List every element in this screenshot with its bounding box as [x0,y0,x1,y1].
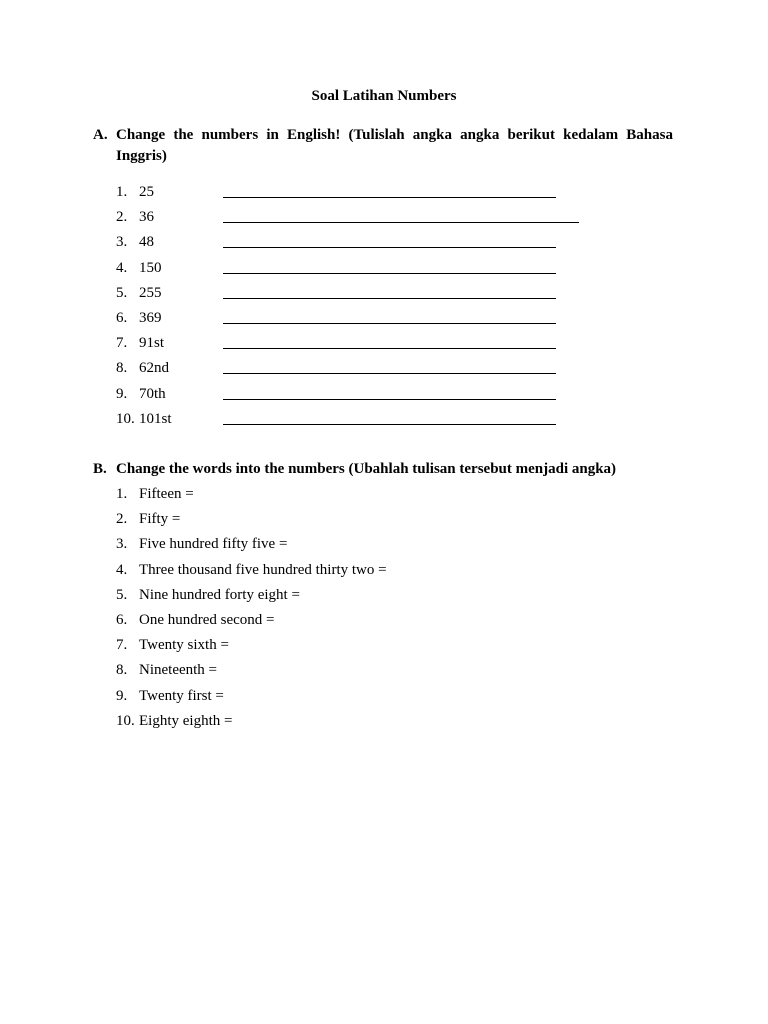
item-number: 4. [116,259,128,276]
answer-line [223,373,556,374]
answer-line [223,348,556,349]
list-item [116,585,616,610]
item-value: 255 [139,284,162,301]
item-number: 3. [116,234,128,251]
item-number: 5. [116,284,128,301]
item-value: Twenty sixth = [139,637,229,654]
item-number: 9. [116,385,128,402]
section-b-list [116,484,616,736]
section-a-instruction: Change the numbers in English! (Tulislah angka angka berikut kedalam Bahasa Inggris) [116,127,673,164]
list-item [116,207,596,232]
list-item [116,534,616,559]
item-value: Twenty first = [139,687,224,704]
item-number: 6. [116,309,128,326]
section-a-heading [93,125,673,167]
answer-line [223,323,556,324]
item-value: Nine hundred forty eight = [139,586,300,603]
list-item [116,232,596,257]
list-item [116,182,596,207]
item-value: 48 [139,234,154,251]
item-value: 101st [139,410,172,427]
item-number: 1. [116,184,128,200]
item-number: 6. [116,611,128,628]
answer-line [223,273,556,274]
item-value: 62nd [139,360,169,377]
section-b-letter: B. [93,461,107,477]
answer-line [223,247,556,248]
item-value: Fifteen = [139,486,194,502]
item-number: 10. [116,410,135,427]
item-number: 7. [116,637,128,654]
section-a-letter: A. [93,127,108,143]
item-value: One hundred second = [139,611,275,628]
item-value: Eighty eighth = [139,712,233,729]
item-number: 9. [116,687,128,704]
item-number: 8. [116,662,128,679]
item-value: Five hundred fifty five = [139,536,288,553]
item-number: 4. [116,561,128,578]
list-item [116,660,616,685]
list-item [116,610,616,635]
answer-line [223,298,556,299]
list-item [116,509,616,534]
list-item [116,560,616,585]
list-item [116,711,616,736]
list-item [116,686,616,711]
item-number: 10. [116,712,135,729]
item-value: 25 [139,184,154,200]
item-value: 91st [139,335,165,352]
list-item [116,635,616,660]
section-a-list [116,182,596,434]
item-number: 7. [116,335,128,352]
list-item [116,333,596,358]
answer-line [223,222,579,223]
item-number: 3. [116,536,128,553]
section-b-heading [93,459,693,479]
item-number: 2. [116,511,128,528]
item-value: Three thousand five hundred thirty two = [139,561,387,578]
item-value: 70th [139,385,166,402]
list-item [116,484,616,509]
item-value: Fifty = [139,511,181,528]
answer-line [223,399,556,400]
list-item [116,384,596,409]
item-value: 36 [139,209,154,226]
page-title: Soal Latihan Numbers [311,88,457,104]
item-number: 2. [116,209,128,226]
section-b-instruction: Change the words into the numbers (Ubahlah tulisan tersebut menjadi angka) [116,461,617,477]
list-item [116,258,596,283]
item-number: 5. [116,586,128,603]
list-item [116,283,596,308]
answer-line [223,197,556,198]
item-value: Nineteenth = [139,662,218,679]
list-item [116,358,596,383]
item-value: 150 [139,259,162,276]
item-number: 8. [116,360,128,377]
list-item [116,308,596,333]
item-value: 369 [139,309,162,326]
answer-line [223,424,556,425]
list-item [116,409,596,434]
item-number: 1. [116,486,128,502]
